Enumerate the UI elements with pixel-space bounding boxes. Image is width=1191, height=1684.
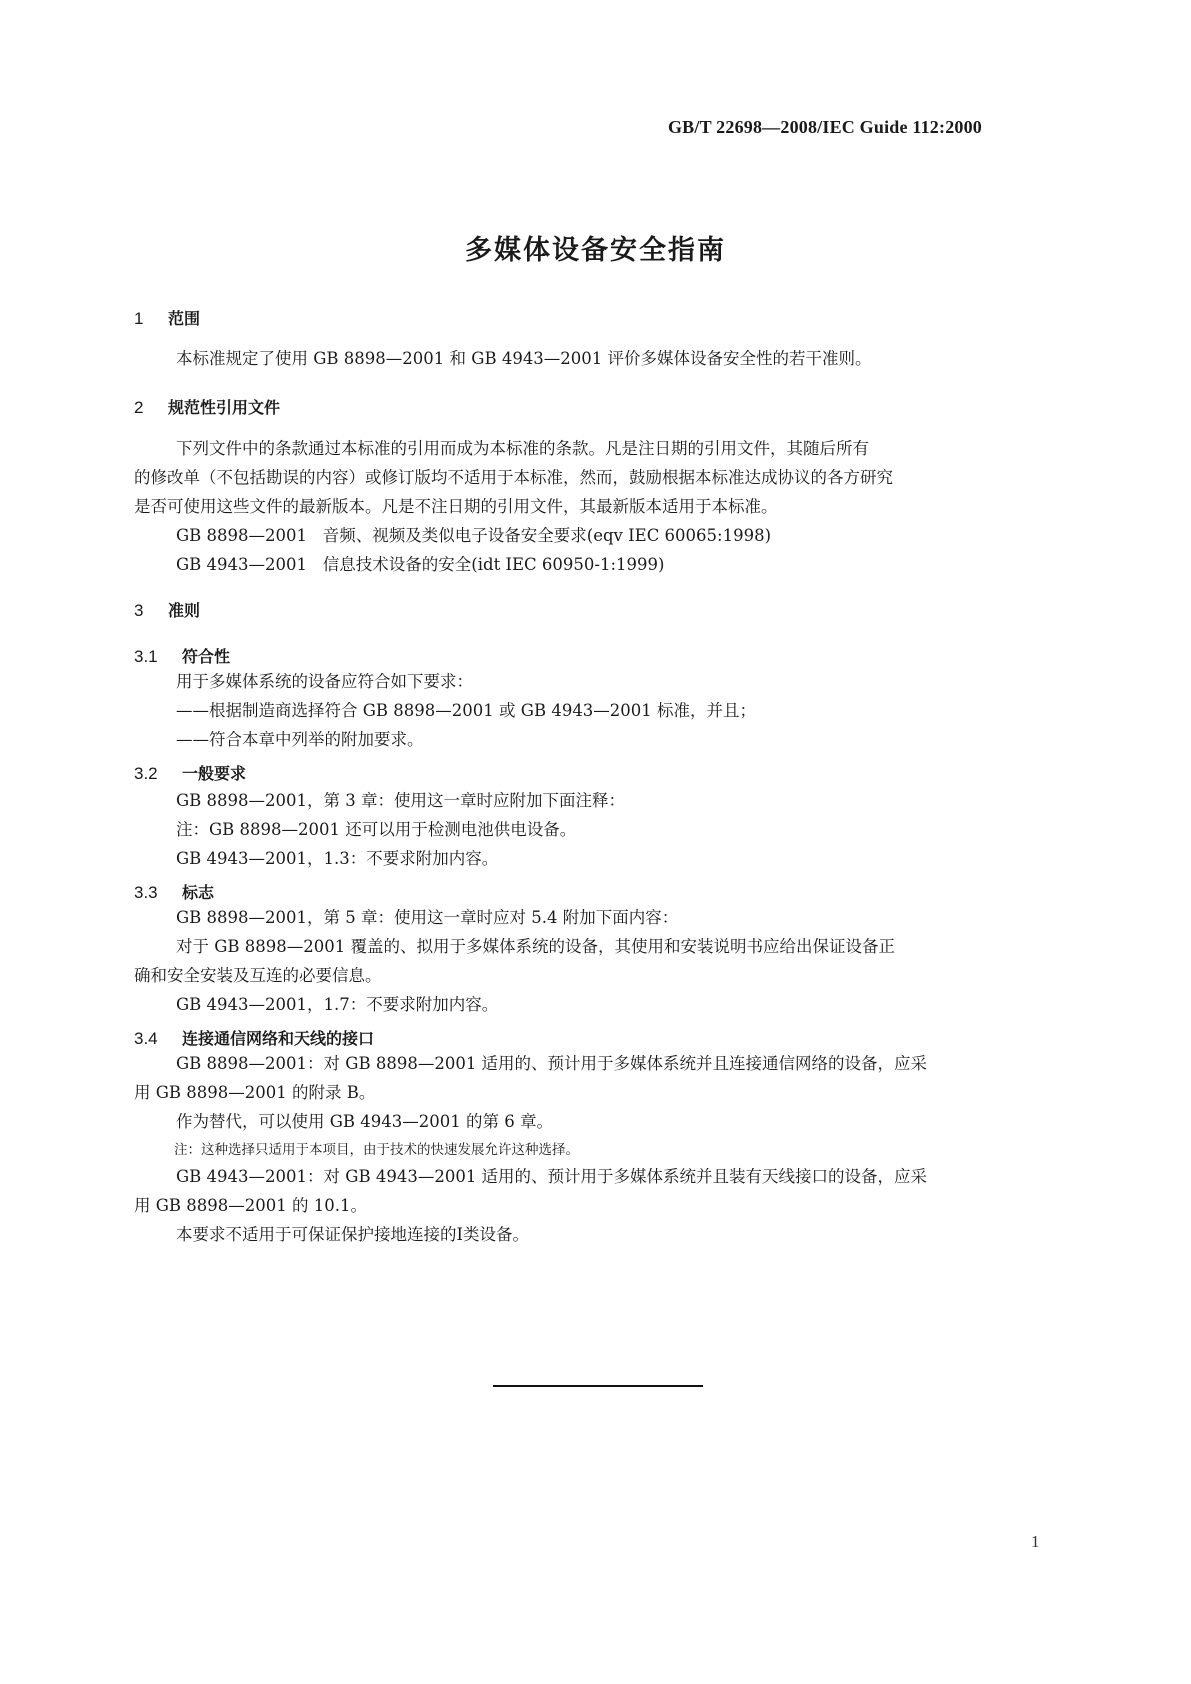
reference-code: GB 4943—2001	[176, 555, 308, 574]
section-number: 3	[134, 601, 144, 620]
body-line: 用于多媒体系统的设备应符合如下要求：	[176, 672, 473, 691]
section-3-2-heading	[134, 761, 246, 784]
reference-title: 音频、视频及类似电子设备安全要求(eqv IEC 60065:1998)	[322, 526, 772, 545]
section-title: 一般要求	[182, 764, 247, 783]
body-line: 作为替代，可以使用 GB 4943—2001 的第 6 章。	[176, 1112, 554, 1131]
body-line: 对于 GB 8898—2001 覆盖的、拟用于多媒体系统的设备，其使用和安装说明书应给出保证设备正	[176, 937, 896, 956]
section-title: 范围	[168, 309, 201, 328]
body-line: 用 GB 8898—2001 的 10.1。	[134, 1196, 368, 1215]
reference-item	[134, 549, 1100, 581]
document-title: 多媒体设备安全指南	[465, 235, 726, 266]
body-line: 用 GB 8898—2001 的附录 B。	[134, 1083, 376, 1102]
end-rule	[493, 1385, 703, 1387]
page-number: 1	[1031, 1532, 1040, 1551]
section-3-4-heading	[134, 1026, 374, 1049]
reference-code: GB 8898—2001	[176, 526, 308, 545]
section-title: 准则	[168, 601, 201, 620]
section-number: 3.2	[134, 764, 158, 783]
section-2-body-line: 的修改单（不包括勘误的内容）或修订版均不适用于本标准，然而，鼓励根据本标准达成协议的各方研究	[134, 468, 893, 487]
list-item: ——符合本章中列举的附加要求。	[176, 730, 424, 749]
section-3-1-heading	[134, 644, 230, 667]
standard-header: GB/T 22698—2008/IEC Guide 112:2000	[667, 117, 982, 137]
body-line: GB 8898—2001，第 3 章：使用这一章时应附加下面注释：	[176, 791, 626, 810]
section-number: 2	[134, 398, 144, 417]
list-item: ——根据制造商选择符合 GB 8898—2001 或 GB 4943—2001 标准，并且；	[176, 701, 757, 720]
section-number: 3.1	[134, 647, 158, 666]
section-title: 规范性引用文件	[168, 398, 281, 417]
section-2-heading	[134, 395, 280, 418]
body-line: GB 4943—2001：对 GB 4943—2001 适用的、预计用于多媒体系统并且装有天线接口的设备，应采	[176, 1167, 928, 1186]
body-line: GB 8898—2001：对 GB 8898—2001 适用的、预计用于多媒体系统并且连接通信网络的设备，应采	[176, 1054, 928, 1073]
body-line: GB 8898—2001，第 5 章：使用这一章时应对 5.4 附加下面内容：	[176, 908, 679, 927]
section-2-body-line: 下列文件中的条款通过本标准的引用而成为本标准的条款。凡是注日期的引用文件，其随后所有	[176, 439, 869, 458]
section-2-body-line: 是否可使用这些文件的最新版本。凡是不注日期的引用文件，其最新版本适用于本标准。	[134, 497, 778, 516]
reference-item	[134, 520, 1100, 552]
section-title: 标志	[182, 883, 215, 902]
section-3-3-heading	[134, 880, 214, 903]
section-1-heading	[134, 306, 200, 329]
note-line: 注：GB 8898—2001 还可以用于检测电池供电设备。	[176, 820, 577, 839]
section-number: 3.3	[134, 883, 158, 902]
section-number: 3.4	[134, 1029, 158, 1048]
note-line: 注：这种选择只适用于本项目，由于技术的快速发展允许这种选择。	[174, 1142, 579, 1158]
section-number: 1	[134, 309, 144, 328]
section-title: 连接通信网络和天线的接口	[182, 1029, 375, 1048]
body-line: GB 4943—2001，1.3：不要求附加内容。	[176, 849, 499, 868]
reference-title: 信息技术设备的安全(idt IEC 60950-1:1999)	[322, 555, 665, 574]
body-line: 本要求不适用于可保证保护接地连接的Ⅰ类设备。	[176, 1225, 530, 1244]
body-line: 确和安全安装及互连的必要信息。	[134, 966, 382, 985]
section-3-heading	[134, 598, 200, 621]
section-title: 符合性	[182, 647, 231, 666]
section-1-body: 本标准规定了使用 GB 8898—2001 和 GB 4943—2001 评价多媒体设备安全性的若干准则。	[176, 349, 872, 368]
body-line: GB 4943—2001，1.7：不要求附加内容。	[176, 995, 499, 1014]
